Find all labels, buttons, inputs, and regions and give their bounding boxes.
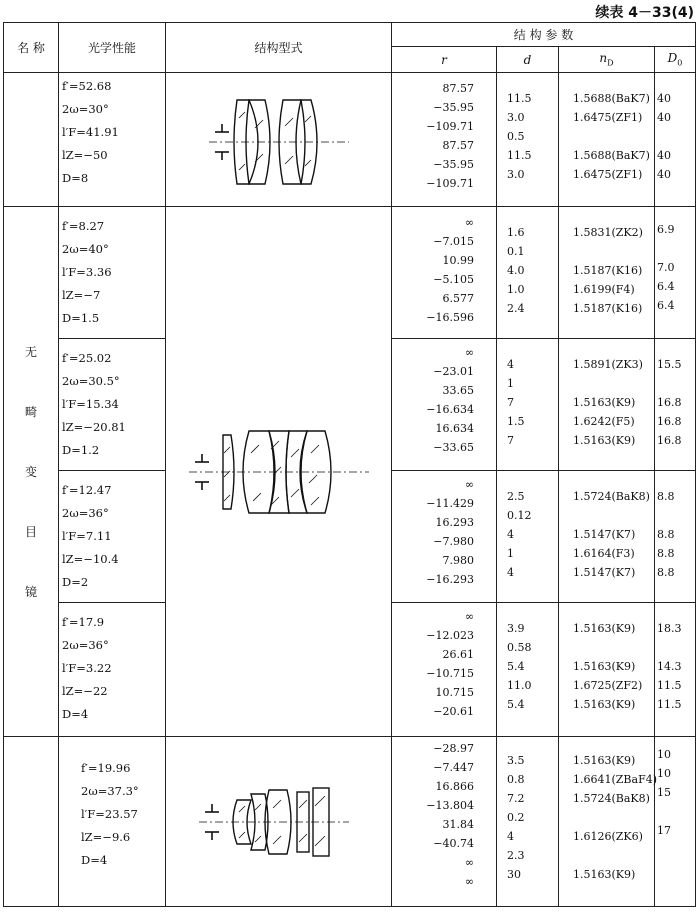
optical-props: f′=17.9 2ω=36° l′F=3.22 lZ=−22 D=4	[59, 603, 166, 737]
optical-props: f′=8.27 2ω=40° l′F=3.36 lZ=−7 D=1.5	[59, 207, 166, 339]
d-column: 2.5 0.12 4 1 4	[497, 471, 559, 603]
nd-column: 1.5831(ZK2) 1.5187(K16) 1.6199(F4) 1.5187(K16)	[559, 207, 655, 339]
lens-drawing	[179, 417, 379, 527]
d0-column: 8.8 8.8 8.8 8.8	[655, 471, 696, 603]
r-column: ∞ −23.01 33.65 −16.634 16.634 −33.65	[392, 339, 497, 471]
d0-column: 6.9 7.0 6.4 6.4	[655, 207, 696, 339]
header-d: d	[497, 47, 559, 73]
lens-drawing	[179, 762, 379, 882]
table-row	[4, 737, 696, 907]
header-structure-form: 结构型式	[166, 23, 392, 73]
d0-column: 18.3 14.3 11.5 11.5	[655, 603, 696, 737]
d-column: 4 1 7 1.5 7	[497, 339, 559, 471]
d-column: 3.9 0.58 5.4 11.0 5.4	[497, 603, 559, 737]
d-column: 1.6 0.1 4.0 1.0 2.4	[497, 207, 559, 339]
r-column: 87.57 −35.95 −109.71 87.57 −35.95 −109.71	[392, 73, 497, 207]
lens-drawing	[179, 78, 379, 202]
r-column: ∞ −7.015 10.99 −5.105 6.577 −16.596	[392, 207, 497, 339]
r-column: ∞ −12.023 26.61 −10.715 10.715 −20.61	[392, 603, 497, 737]
table-row	[4, 207, 696, 339]
header-structure-params: 结 构 参 数	[392, 23, 696, 47]
optical-props: f′=52.68 2ω=30° l′F=41.91 lZ=−50 D=8	[59, 73, 166, 207]
optical-props: f′=25.02 2ω=30.5° l′F=15.34 lZ=−20.81 D=1.2	[59, 339, 166, 471]
nd-column: 1.5724(BaK8) 1.5147(K7) 1.6164(F3) 1.5147(K7)	[559, 471, 655, 603]
r-column: ∞ −11.429 16.293 −7.980 7.980 −16.293	[392, 471, 497, 603]
d0-column: 15.5 16.8 16.8 16.8	[655, 339, 696, 471]
lens-diagram-1	[166, 73, 392, 207]
nd-column: 1.5163(K9) 1.6641(ZBaF4) 1.5724(BaK8) 1.6126(ZK6) 1.5163(K9)	[559, 737, 655, 907]
d0-column: 40 40 40 40	[655, 73, 696, 207]
d-column: 11.5 3.0 0.5 11.5 3.0	[497, 73, 559, 207]
optical-props: f′=12.47 2ω=36° l′F=7.11 lZ=−10.4 D=2	[59, 471, 166, 603]
header-optical-performance: 光学性能	[59, 23, 166, 73]
lens-diagram-2	[166, 207, 392, 737]
optical-props: f′=19.96 2ω=37.3° l′F=23.57 lZ=−9.6 D=4	[59, 737, 166, 907]
header-r: r	[392, 47, 497, 73]
name-cell-empty	[4, 73, 59, 207]
table-row	[4, 73, 696, 207]
lens-diagram-3	[166, 737, 392, 907]
header-nd: $n_D$	[559, 47, 655, 73]
r-column: −28.97 −7.447 16.866 −13.804 31.84 −40.74 ∞ ∞	[392, 737, 497, 907]
name-cell-empty	[4, 737, 59, 907]
d0-column: 10 10 15 17	[655, 737, 696, 907]
group-name: 无 畸 变 目 镜	[4, 207, 59, 737]
header-d0: $D_0$	[655, 47, 696, 73]
header-name: 名 称	[4, 23, 59, 73]
lens-parameter-table	[3, 22, 696, 907]
nd-column: 1.5688(BaK7) 1.6475(ZF1) 1.5688(BaK7) 1.6475(ZF1)	[559, 73, 655, 207]
d-column: 3.5 0.8 7.2 0.2 4 2.3 30	[497, 737, 559, 907]
table-caption: 续表 4－33(4)	[595, 5, 694, 21]
nd-column: 1.5163(K9) 1.5163(K9) 1.6725(ZF2) 1.5163(K9)	[559, 603, 655, 737]
nd-column: 1.5891(ZK3) 1.5163(K9) 1.6242(F5) 1.5163(K9)	[559, 339, 655, 471]
